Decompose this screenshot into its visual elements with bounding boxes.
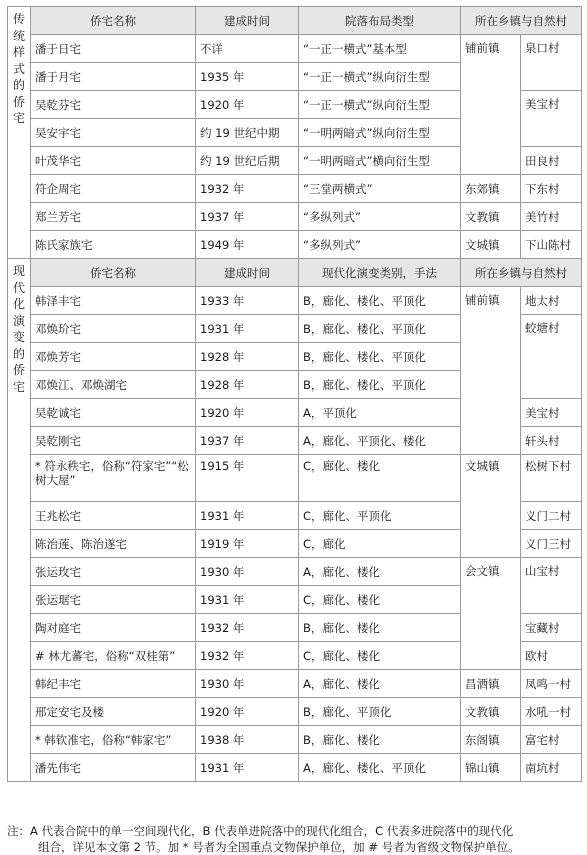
layout-type: “多纵列式”	[299, 203, 461, 231]
town: 东郊镇	[461, 175, 521, 203]
evolution-type: C，廊化、楼化	[299, 586, 461, 614]
evolution-type: B，廊化、楼化、平顶化	[299, 315, 461, 343]
table-row	[8, 287, 582, 315]
header-location: 所在乡镇与自然村	[461, 259, 582, 287]
table-note	[7, 823, 583, 855]
build-year: 1949 年	[196, 231, 299, 259]
build-year: 1931 年	[196, 754, 299, 782]
build-year: 1931 年	[196, 586, 299, 614]
evolution-type: B，廊化、楼化、平顶化	[299, 371, 461, 399]
build-year: 1932 年	[196, 614, 299, 642]
village: 轩头村	[521, 427, 582, 455]
village: 泉口村	[521, 35, 582, 91]
evolution-type: B，廊化、平顶化	[299, 698, 461, 726]
residence-name: 吴安宇宅	[31, 119, 196, 147]
residence-name: # 林尤蕃宅，俗称“双桂第”	[31, 642, 196, 670]
residence-name: * 韩钦准宅，俗称“韩家宅”	[31, 726, 196, 754]
residence-name: * 符永秩宅，俗称“符家宅”“松树大屋”	[31, 455, 196, 502]
evolution-type: C，廊化	[299, 530, 461, 558]
village: 水吼一村	[521, 698, 582, 726]
village: 松树下村	[521, 455, 582, 502]
village: 富宅村	[521, 726, 582, 754]
residence-name: 韩泽丰宅	[31, 287, 196, 315]
town: 文教镇	[461, 698, 521, 726]
village: 南坑村	[521, 754, 582, 782]
residence-name: 郑兰芳宅	[31, 203, 196, 231]
residence-name: 陈治莲、陈治遂宅	[31, 530, 196, 558]
layout-type: “一明两暗式”纵向衍生型	[299, 119, 461, 147]
town: 昌洒镇	[461, 670, 521, 698]
layout-type: “三堂两横式”	[299, 175, 461, 203]
evolution-type: A，平顶化	[299, 399, 461, 427]
build-year: 1920 年	[196, 399, 299, 427]
overseas-residence-table	[7, 6, 582, 782]
section1-header-row	[8, 7, 582, 35]
layout-type: “多纵列式”	[299, 231, 461, 259]
section2-header-row	[8, 259, 582, 287]
build-year: 1938 年	[196, 726, 299, 754]
build-year: 1931 年	[196, 502, 299, 530]
residence-name: 邓焕江、邓焕湖宅	[31, 371, 196, 399]
evolution-type: A，廊化、楼化、平顶化	[299, 754, 461, 782]
evolution-type: C，廊化、楼化	[299, 455, 461, 502]
town: 文城镇	[461, 455, 521, 558]
village: 美宝村	[521, 91, 582, 147]
evolution-type: A，廊化、楼化	[299, 558, 461, 586]
build-year: 1930 年	[196, 558, 299, 586]
residence-name: 吴乾芬宅	[31, 91, 196, 119]
residence-name: 王兆松宅	[31, 502, 196, 530]
residence-name: 吴乾刚宅	[31, 427, 196, 455]
residence-name: 张运玫宅	[31, 558, 196, 586]
table-row	[8, 558, 582, 586]
village: 义门三村	[521, 530, 582, 558]
town: 文城镇	[461, 231, 521, 259]
build-year: 不详	[196, 35, 299, 63]
village: 义门二村	[521, 502, 582, 530]
village: 宝藏村	[521, 614, 582, 642]
table-row	[8, 670, 582, 698]
residence-name: 符企周宅	[31, 175, 196, 203]
build-year: 1931 年	[196, 315, 299, 343]
residence-name: 邓焕玠宅	[31, 315, 196, 343]
village: 山宝村	[521, 558, 582, 614]
residence-name: 韩纪丰宅	[31, 670, 196, 698]
table-row	[8, 698, 582, 726]
build-year: 1920 年	[196, 91, 299, 119]
header-name: 侨宅名称	[31, 259, 196, 287]
header-type: 院落布局类型	[299, 7, 461, 35]
village: 凤鸣一村	[521, 670, 582, 698]
evolution-type: A，廊化、平顶化、楼化	[299, 427, 461, 455]
residence-name: 陈氏家族宅	[31, 231, 196, 259]
header-name: 侨宅名称	[31, 7, 196, 35]
residence-name: 邓焕芳宅	[31, 343, 196, 371]
build-year: 1937 年	[196, 203, 299, 231]
section2-label: 现代化演变的侨宅	[8, 259, 31, 782]
header-type: 现代化演变类别，手法	[299, 259, 461, 287]
note-line-2: 组合，详见本文第 2 节。加 * 号者为全国重点文物保护单位，加 # 号者为省级文物保护单位。	[38, 840, 520, 854]
build-year: 1935 年	[196, 63, 299, 91]
residence-name: 潘于月宅	[31, 63, 196, 91]
table-row	[8, 455, 582, 502]
header-location: 所在乡镇与自然村	[461, 7, 582, 35]
layout-type: “一明两暗式”横向衍生型	[299, 147, 461, 175]
residence-name: 陶对庭宅	[31, 614, 196, 642]
town: 文教镇	[461, 203, 521, 231]
town: 东阁镇	[461, 726, 521, 754]
village: 美宝村	[521, 399, 582, 427]
table-row	[8, 35, 582, 63]
note-line-1: 注：A 代表合院中的单一空间现代化，B 代表单进院落中的现代化组合，C 代表多进院落中的现代化	[7, 824, 514, 838]
layout-type: “一正一横式”纵向衍生型	[299, 63, 461, 91]
town: 铺前镇	[461, 35, 521, 175]
residence-name: 叶茂华宅	[31, 147, 196, 175]
evolution-type: C，廊化、楼化	[299, 642, 461, 670]
build-year: 1932 年	[196, 175, 299, 203]
header-year: 建成时间	[196, 259, 299, 287]
village: 欧村	[521, 642, 582, 670]
table-row	[8, 203, 582, 231]
evolution-type: B，廊化、楼化	[299, 726, 461, 754]
village: 下山陈村	[521, 231, 582, 259]
evolution-type: C，廊化、平顶化	[299, 502, 461, 530]
village: 蛟塘村	[521, 315, 582, 399]
table-row	[8, 726, 582, 754]
build-year: 1930 年	[196, 670, 299, 698]
evolution-type: B，廊化、楼化	[299, 614, 461, 642]
town: 会文镇	[461, 558, 521, 670]
residence-name: 潘先伟宅	[31, 754, 196, 782]
residence-name: 张运琚宅	[31, 586, 196, 614]
residence-name: 潘于日宅	[31, 35, 196, 63]
town: 锦山镇	[461, 754, 521, 782]
village: 田良村	[521, 147, 582, 175]
build-year: 1919 年	[196, 530, 299, 558]
evolution-type: A，廊化、楼化	[299, 670, 461, 698]
residence-name: 吴乾诚宅	[31, 399, 196, 427]
build-year: 1920 年	[196, 698, 299, 726]
table-row	[8, 754, 582, 782]
build-year: 约 19 世纪中期	[196, 119, 299, 147]
header-year: 建成时间	[196, 7, 299, 35]
build-year: 1932 年	[196, 642, 299, 670]
build-year: 1928 年	[196, 343, 299, 371]
village: 下东村	[521, 175, 582, 203]
build-year: 1915 年	[196, 455, 299, 502]
build-year: 约 19 世纪后期	[196, 147, 299, 175]
section1-label: 传统样式的侨宅	[8, 7, 31, 259]
evolution-type: B，廊化、楼化、平顶化	[299, 343, 461, 371]
build-year: 1937 年	[196, 427, 299, 455]
evolution-type: B，廊化、楼化、平顶化	[299, 287, 461, 315]
layout-type: “一正一横式”基本型	[299, 35, 461, 63]
table-row	[8, 231, 582, 259]
residence-name: 邢定安宅及楼	[31, 698, 196, 726]
build-year: 1933 年	[196, 287, 299, 315]
layout-type: “一正一横式”纵向衍生型	[299, 91, 461, 119]
town: 铺前镇	[461, 287, 521, 455]
village: 美竹村	[521, 203, 582, 231]
build-year: 1928 年	[196, 371, 299, 399]
village: 地太村	[521, 287, 582, 315]
table-row	[8, 175, 582, 203]
